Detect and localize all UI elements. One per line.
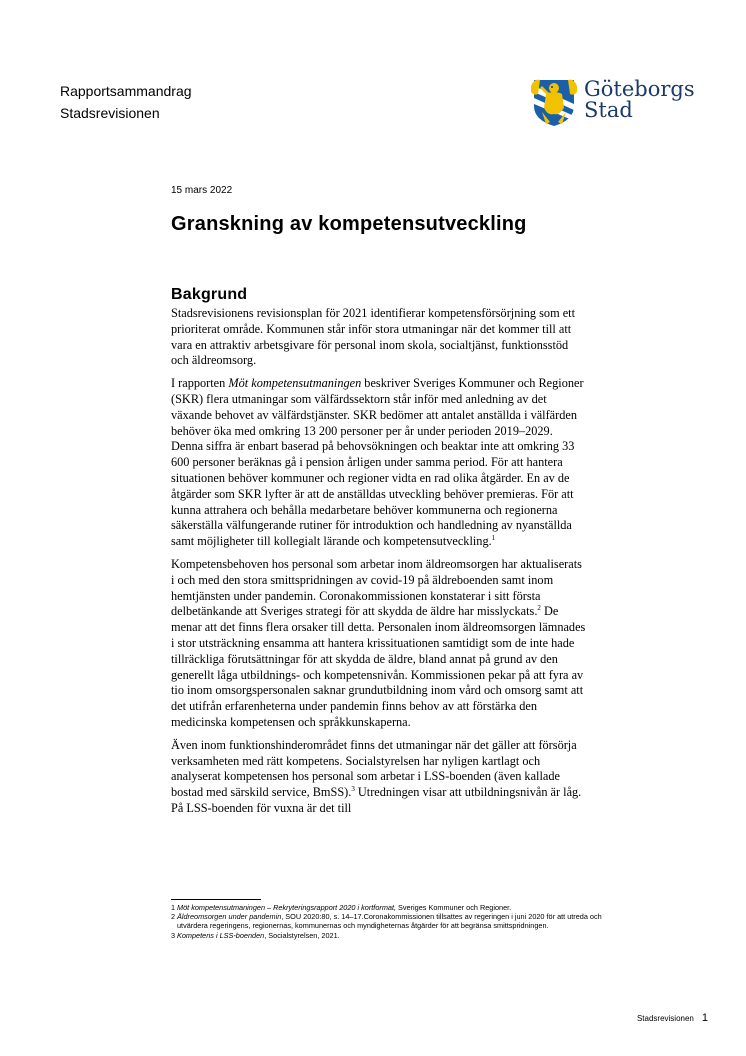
- footnote-text: , Socialstyrelsen, 2021.: [264, 930, 340, 940]
- page-number: 1: [701, 1012, 708, 1024]
- paragraph-2-lead: I rapporten: [171, 376, 229, 391]
- footnote-ref-3: 3: [351, 785, 355, 794]
- paragraph-3: [171, 557, 587, 731]
- report-header: [60, 80, 192, 124]
- footnote: [171, 931, 621, 940]
- logo-wordmark: [584, 79, 695, 121]
- footnote: [171, 912, 621, 930]
- paragraph-2: [171, 376, 587, 550]
- footnote-ref-2: 2: [537, 604, 541, 613]
- footnote-number: 3: [171, 930, 176, 940]
- report-body: [171, 286, 587, 824]
- logo-line-2: Stad: [584, 98, 633, 122]
- goteborgs-stad-logo: [530, 76, 700, 128]
- paragraph-4-text-b: Utredningen visar att utbildningsnivån är låg. På LSS-boenden för vuxna är det till: [171, 785, 582, 815]
- coat-of-arms-icon: [530, 76, 578, 128]
- paragraph-3-text-a: Kompetensbehoven hos personal som arbetar inom äldreomsorgen har aktualiserats i och med den stora smittspridningen av covid-19 på äldreboenden samt inom hemtjänsten under pandemin. Coronakommissionen konstaterar i sitt första delbetänkande att Sveriges strategi för att skydda de äldre har misslyckats.: [171, 556, 582, 619]
- footnote-source-title: Kompetens i LSS-boenden: [177, 930, 265, 940]
- paragraph-2-text: beskriver Sveriges Kommuner och Regioner (SKR) flera utmaningar som välfärdssektorn står inför med anledning av det växande behovet av välfärdstjänster. SKR bedömer att antalet anställda i välfärden behöver öka med omkring 13 200 personer per år under perioden 2019–2029. Denna siffra är enbart baserad på behovsökningen och beaktar inte att omkring 33 600 personer beräknas gå i pension årligen under samma period. För att hantera situationen behöver kommuner och regioner vidta en rad olika åtgärder. En av de åtgärder som SKR lyfter är att de anställdas utveckling behöver premieras. För att kunna attrahera och behålla medarbetare behöver kommunerna och regionerna säkerställa välfungerande rutiner för introduktion och handledning av nyanställda samt möjligheter till kollegialt lärande och kompetensutveckling.: [171, 376, 584, 549]
- footnote-divider: [171, 899, 261, 900]
- report-date: 15 mars 2022: [171, 185, 233, 196]
- footnote-text: , SOU 2020:80, s. 14–17.Coronakommissionen tillsattes av regeringen i juni 2020 för att utreda och utvärdera regeringens, regionernas, kommunernas och myndigheternas åtgärder för att begränsa smittspridningen.: [177, 912, 602, 931]
- footnote: [171, 903, 621, 912]
- footnote-source-title: Äldreomsorgen under pandemin: [177, 912, 282, 922]
- logo-line-1: Göteborgs: [584, 77, 695, 101]
- report-title: Granskning av kompetensutveckling: [171, 213, 527, 235]
- section-heading: Bakgrund: [171, 286, 248, 303]
- footnotes: [171, 903, 621, 940]
- paragraph-4: [171, 738, 587, 817]
- paragraph-3-text-b: De menar att det finns flera orsaker till detta. Personalen inom äldreomsorgen lämnades i stor utsträckning ensamma att hantera krissituationen samtidigt som de inte hade tillräckliga förutsättningar för att skydda de äldre, bland annat på grund av den generellt låga utbildnings- och kompetensnivån. Kommissionen pekar på att fyra av tio inom omsorgspersonalen saknar grundutbildning inom vård och omsorg samt att det utifrån erfarenheterna under pandemin finns behov av att förstärka den medicinska kompetensen och språkkunskaperna.: [171, 604, 586, 729]
- footnote-number: 1: [171, 903, 176, 912]
- report-organization: Stadsrevisionen: [60, 105, 160, 121]
- paragraph-4-text-a: Även inom funktionshinderområdet finns det utmaningar när det gäller att försörja verksamheten med rätt kompetens. Socialstyrelsen har nyligen kartlagt och analyserat kompetensen hos personal som arbetar i LSS-boenden (även kallade bostad med särskild service, BmSS).: [171, 737, 577, 800]
- footer-label: Stadsrevisionen: [636, 1014, 694, 1023]
- footnote-ref-1: 1: [491, 534, 496, 543]
- footnote-source-title: Möt kompetensutmaningen – Rekryteringsrapport 2020 i kortformat,: [177, 903, 397, 912]
- footnote-number: 2: [171, 912, 176, 922]
- report-type: Rapportsammandrag: [60, 83, 192, 99]
- paragraph-1: Stadsrevisionens revisionsplan för 2021 identifierar kompetensförsörjning som ett prioriterat område. Kommunen står inför stora utmaningar när det kommer till att vara en attraktiv arbetsgivare för personal inom skola, socialtjänst, funktionsstöd och äldreomsorg.: [171, 306, 576, 368]
- page-footer: [637, 1012, 708, 1024]
- footnote-text: Sveriges Kommuner och Regioner.: [396, 903, 512, 912]
- report-reference-title: Möt kompetensutmaningen: [228, 376, 362, 391]
